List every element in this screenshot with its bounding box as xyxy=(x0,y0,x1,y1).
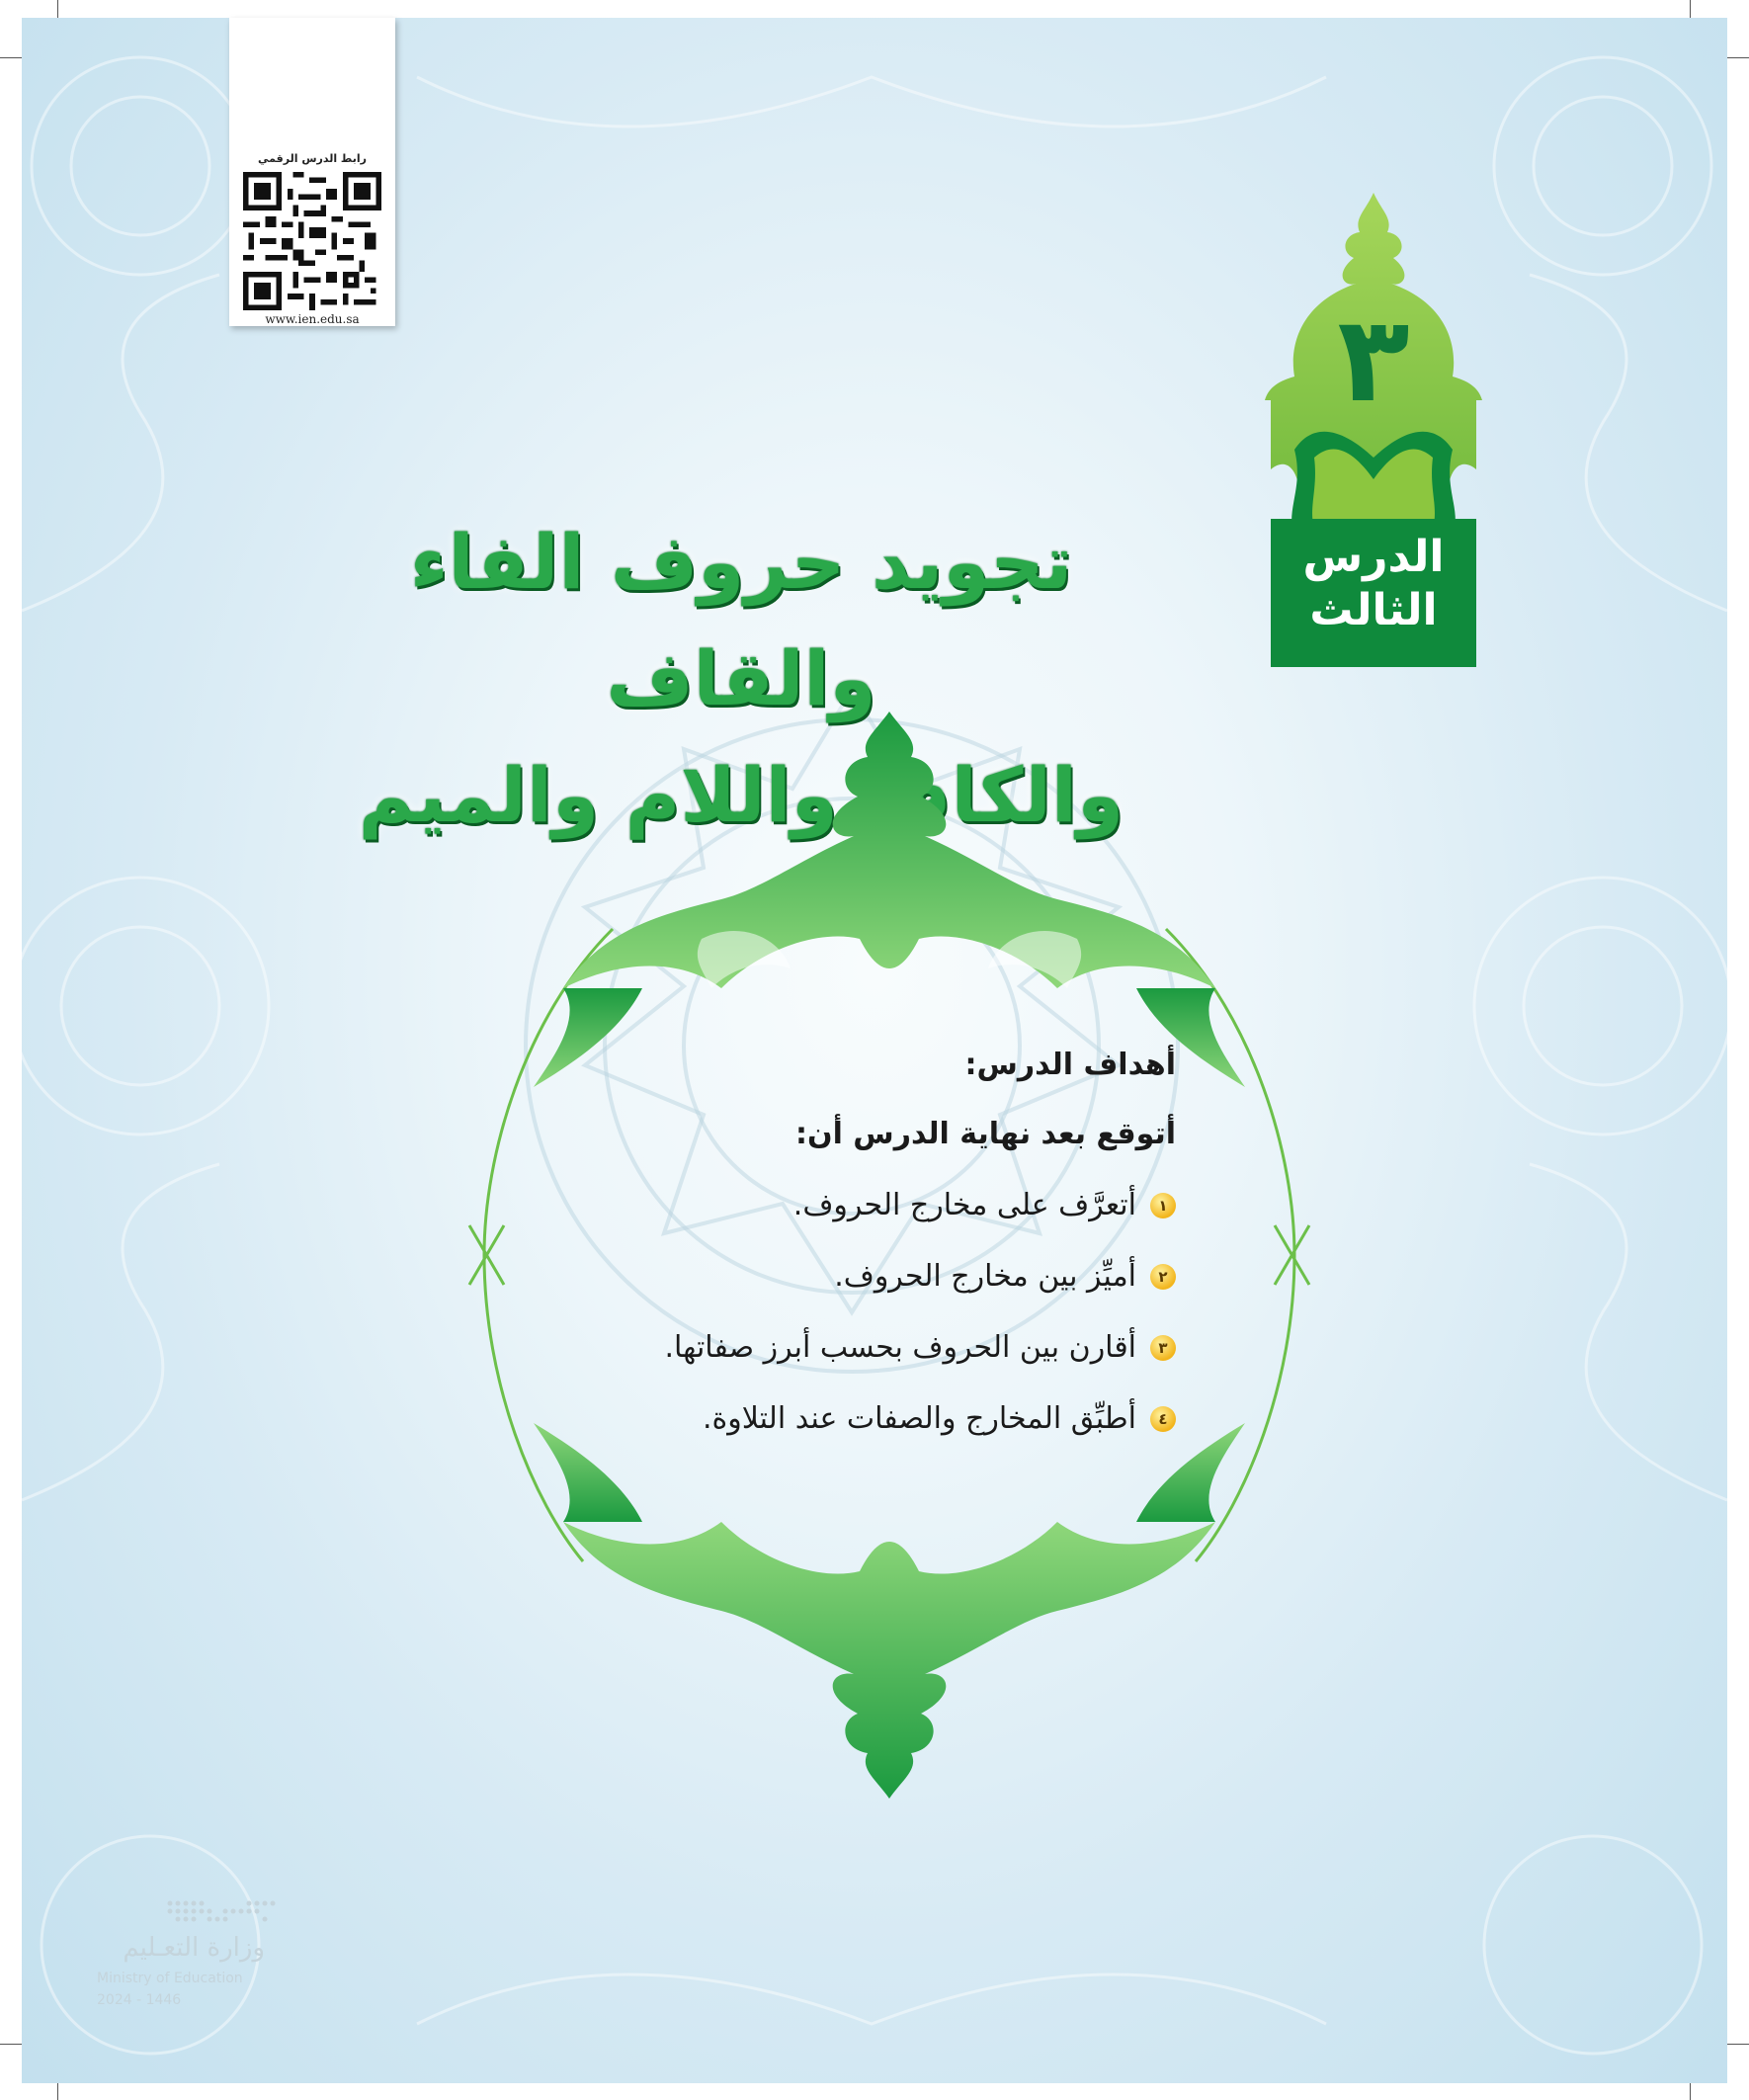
crop-mark xyxy=(1690,0,1691,18)
title-line2: والكاف واللام والميم xyxy=(358,751,1124,839)
goal-item xyxy=(534,1184,1176,1227)
ministry-logo xyxy=(97,1897,275,2036)
qr-url[interactable]: www.ien.edu.sa xyxy=(265,312,360,326)
crop-mark xyxy=(0,2044,22,2045)
goal-number-badge: ١ xyxy=(1150,1193,1176,1218)
crop-mark xyxy=(0,57,22,58)
ministry-english: Ministry of Education xyxy=(97,1971,243,1986)
qr-title: رابط الدرس الرقمي xyxy=(258,152,367,165)
lesson-badge xyxy=(1255,193,1492,667)
lesson-label-line2: الثالث xyxy=(1309,584,1438,635)
crop-mark xyxy=(1727,57,1749,58)
crop-mark xyxy=(1727,2044,1749,2045)
qr-card[interactable] xyxy=(229,18,395,326)
crop-mark xyxy=(1690,2083,1691,2100)
goal-text: أميِّز بين مخارج الحروف. xyxy=(834,1259,1136,1294)
lesson-label xyxy=(1255,531,1492,636)
goal-item xyxy=(534,1326,1176,1370)
goal-text: أتعرَّف على مخارج الحروف. xyxy=(792,1188,1136,1222)
lesson-label-line1: الدرس xyxy=(1302,532,1445,582)
ministry-dots-icon xyxy=(166,1897,344,1931)
goal-item xyxy=(534,1255,1176,1299)
goal-number-badge: ٣ xyxy=(1150,1335,1176,1361)
ministry-arabic: وزارة التعـليم xyxy=(123,1933,265,1963)
goal-text: أطبِّق المخارج والصفات عند التلاوة. xyxy=(702,1401,1136,1436)
ministry-year: 2024 - 1446 xyxy=(97,1992,182,2008)
title-line1: تجويد حروف الفاء والقاف xyxy=(409,518,1073,722)
lesson-goals xyxy=(534,1046,1176,1469)
goal-number-badge: ٢ xyxy=(1150,1264,1176,1290)
goal-number-badge: ٤ xyxy=(1150,1406,1176,1432)
goals-heading: أهداف الدرس: xyxy=(964,1048,1176,1082)
qr-code-icon[interactable] xyxy=(243,172,381,310)
goal-text: أقارن بين الحروف بحسب أبرز صفاتها. xyxy=(664,1330,1136,1365)
crop-mark xyxy=(57,0,58,18)
crop-mark xyxy=(57,2083,58,2100)
lesson-number: ٣ xyxy=(1337,292,1410,429)
goal-item xyxy=(534,1397,1176,1441)
goals-intro: أتوقع بعد نهاية الدرس أن: xyxy=(794,1117,1176,1151)
